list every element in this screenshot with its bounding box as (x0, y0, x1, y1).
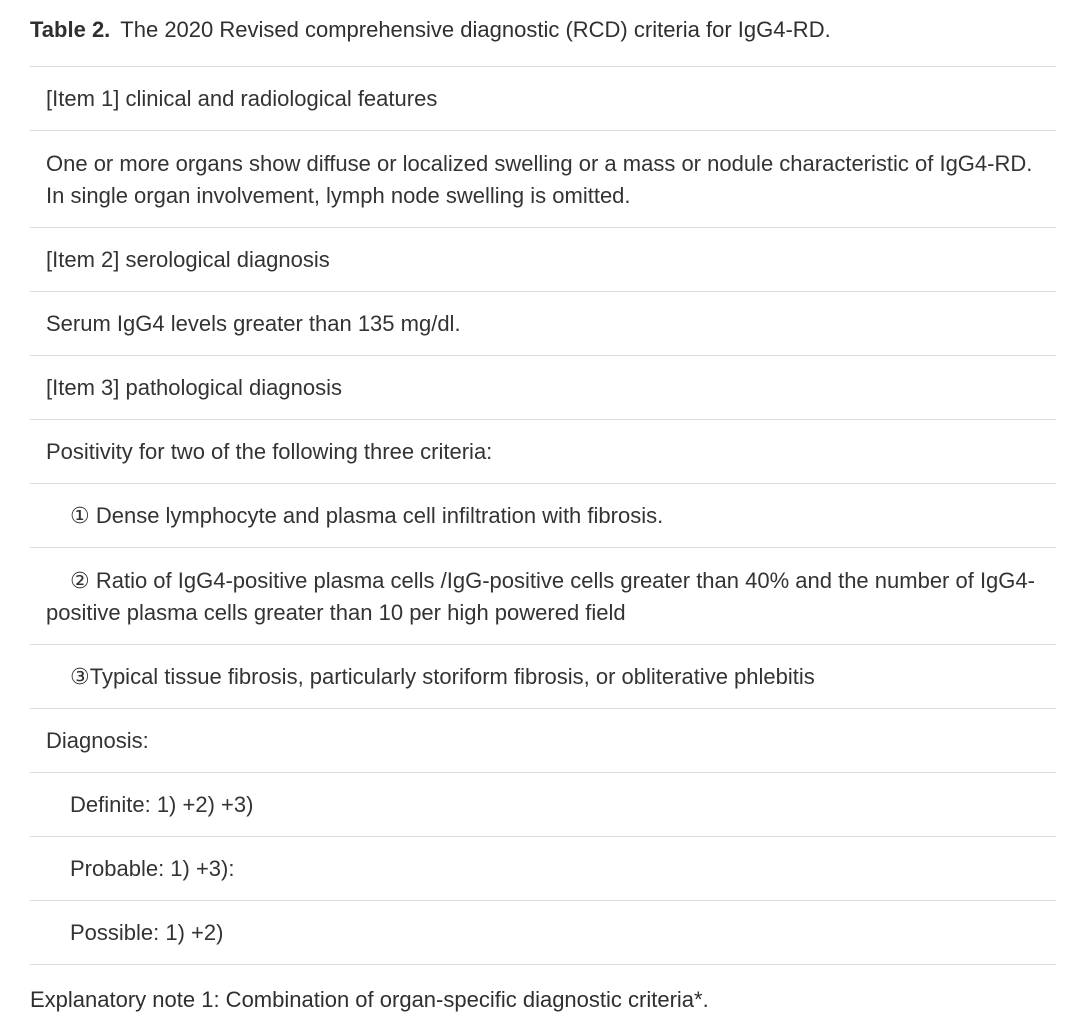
table-row-diagnosis-probable (30, 837, 1056, 901)
table-cell: One or more organs show diffuse or localized swelling or a mass or nodule characteristic of IgG4-RD. In single organ involvement, lymph node swelling is omitted. (46, 150, 1033, 208)
table-row-diagnosis-possible (30, 901, 1056, 965)
table-cell: Definite: 1) +2) +3) (70, 792, 254, 817)
table-cell: Diagnosis: (46, 728, 149, 753)
table-caption (30, 14, 1060, 46)
table-footnote: Explanatory note 1: Combination of organ-specific diagnostic criteria*. (30, 987, 709, 1012)
table-cell: ① Dense lymphocyte and plasma cell infiltration with fibrosis. (70, 503, 664, 528)
table-cell: ② Ratio of IgG4-positive plasma cells /IgG-positive cells greater than 40% and the number of IgG4-positive plasma cells greater than 10 per high powered field (46, 567, 1035, 625)
table-row-criterion-1 (30, 484, 1056, 548)
table-cell: ③Typical tissue fibrosis, particularly storiform fibrosis, or obliterative phlebitis (70, 664, 815, 689)
criteria-table (30, 66, 1056, 965)
table-row-item3-description (30, 420, 1056, 484)
table-cell: [Item 2] serological diagnosis (46, 247, 330, 272)
table-row-criterion-2 (30, 548, 1056, 645)
table-row-item1-description (30, 131, 1056, 228)
table-cell: Possible: 1) +2) (70, 920, 224, 945)
table-row-item1-heading (30, 67, 1056, 131)
table-cell: Probable: 1) +3): (70, 856, 235, 881)
table-caption-label: Table 2. (30, 17, 111, 42)
table-row-item2-heading (30, 228, 1056, 292)
table-cell: Positivity for two of the following three criteria: (46, 439, 493, 464)
table-row-diagnosis-definite (30, 773, 1056, 837)
table-row-item3-heading (30, 356, 1056, 420)
table-caption-title: The 2020 Revised comprehensive diagnostic (RCD) criteria for IgG4-RD. (120, 17, 831, 42)
table-cell: [Item 1] clinical and radiological features (46, 86, 438, 111)
table-cell: [Item 3] pathological diagnosis (46, 375, 342, 400)
table-row-diagnosis-heading (30, 709, 1056, 773)
table-row-item2-description (30, 292, 1056, 356)
table-cell: Serum IgG4 levels greater than 135 mg/dl. (46, 311, 461, 336)
table-row-criterion-3 (30, 645, 1056, 709)
